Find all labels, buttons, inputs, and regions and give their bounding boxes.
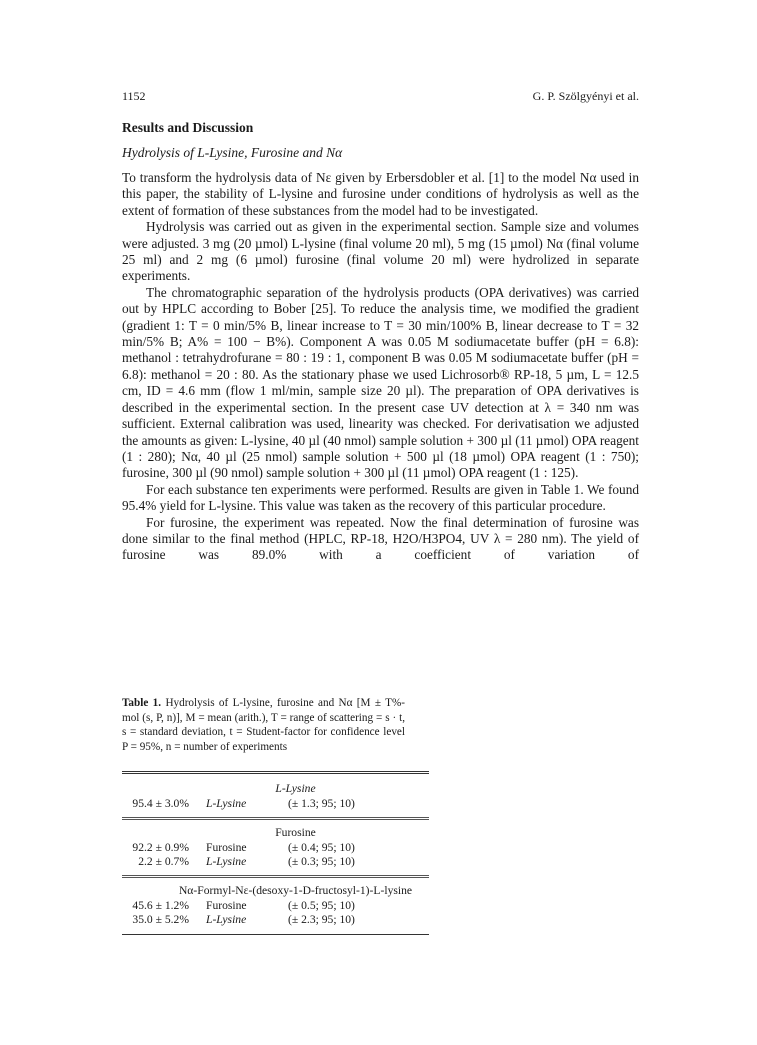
table-group-rule	[122, 817, 429, 818]
table-row	[122, 797, 429, 812]
table-cell-stats: (± 0.5; 95; 10)	[288, 898, 355, 912]
table-cell-value: 95.4 ± 3.0%	[132, 796, 189, 810]
paragraph-5: For furosine, the experiment was repeated. Now the final determination of furosine was done similar to the final method (HPLC, RP-18, H2O/H3PO4, UV λ = 280 nm). The yield of furosine was 89.0% with a coefficient of variation of	[122, 514, 639, 563]
table-row	[122, 913, 429, 928]
table-top-rule	[122, 771, 429, 772]
table-cell-substance: L-Lysine	[206, 855, 247, 868]
table-cell-substance: L-Lysine	[206, 913, 247, 926]
table-cell-value: 2.2 ± 0.7%	[138, 855, 189, 868]
table-row	[122, 855, 429, 870]
section-heading: Results and Discussion	[122, 120, 254, 135]
table-cell-value: 92.2 ± 0.9%	[132, 840, 189, 854]
table-row	[122, 841, 429, 856]
paragraph-2: Hydrolysis was carried out as given in the experimental section. Sample size and volumes were adjusted. 3 mg (20 µmol) L-lysine (final volume 20 ml), 5 mg (15 µmol) Nα (final volume 25 ml) and 2 mg (6 µmol) furosine (final volume 20 ml) were hydrolized in separate experiments.	[122, 219, 639, 284]
table-cell-stats: (± 1.3; 95; 10)	[288, 796, 355, 810]
page-number: 1152	[122, 89, 146, 103]
table-top-rule-double	[122, 773, 429, 774]
body-text	[122, 170, 639, 564]
table-cell-value: 45.6 ± 1.2%	[132, 898, 189, 912]
table-cell-substance: Furosine	[206, 840, 247, 854]
table-cell-stats: (± 0.4; 95; 10)	[288, 840, 355, 854]
table-group-lysine	[122, 782, 429, 811]
table-cell-stats: (± 0.3; 95; 10)	[288, 855, 355, 868]
table-cell-substance: Furosine	[206, 898, 247, 912]
table-group-rule-double	[122, 877, 429, 878]
table-row	[122, 899, 429, 914]
table-group-title: L-Lysine	[275, 782, 316, 795]
table-group-rule	[122, 875, 429, 876]
table-group-furosine	[122, 826, 429, 870]
table-cell-value: 35.0 ± 5.2%	[132, 913, 189, 926]
table-cell-substance: L-Lysine	[206, 796, 247, 810]
table-caption	[122, 696, 405, 754]
paragraph-1: To transform the hydrolysis data of Nε given by Erbersdobler et al. [1] to the model Nα used in this paper, the stability of L-lysine and furosine under conditions of hydrolysis as well as the extent of formation of these substances from the model had to be investigated.	[122, 170, 639, 218]
table-bottom-rule	[122, 934, 429, 935]
table-group-model	[122, 884, 429, 928]
paragraph-3: The chromatographic separation of the hydrolysis products (OPA derivatives) was carried out by HPLC according to Bober [25]. To reduce the analysis time, we modified the gradient (gradient 1: T = 0 min/5% B, linear increase to T = 30 min/100% B, linear decrease to T = 32 min/5% B; A% = 100 − B%). Component A was 0.05 M sodiumacetate buffer (pH = 6.8): methanol : tetrahydrofurane = 80 : 19 : 1, component B was 0.05 M sodiumacetate buffer (pH = 6.8): methanol = 20 : 80. As the stationary phase we used Lichrosorb® RP-18, 5 µm, L = 12.5 cm, ID = 4.6 mm (flow 1 ml/min, sample size 20 µl). The preparation of OPA derivatives is described in the experimental section. In the present case UV detection at λ = 340 nm was sufficient. External calibration was used, linearity was checked. For derivatisation we adjusted the amounts as given: L-lysine, 40 µl (40 nmol) sample solution + 300 µl (11 µmol) OPA reagent (1 : 280); Nα, 40 µl (25 nmol) sample solution + 500 µl (18 µmol) OPA reagent (1 : 750); furosine, 300 µl (90 nmol) sample solution + 300 µl (11 µmol) OPA reagent (1 : 125).	[122, 284, 639, 481]
page-header	[122, 89, 639, 107]
table-group-title: Nα-Formyl-Nε-(desoxy-1-D-fructosyl-1)-L-lysine	[178, 884, 413, 897]
running-head: G. P. Szölgyényi et al.	[532, 89, 639, 103]
subsection-heading: Hydrolysis of L-Lysine, Furosine and Nα	[122, 145, 343, 160]
paragraph-4: For each substance ten experiments were performed. Results are given in Table 1. We found 95.4% yield for L-lysine. This value was taken as the recovery of this particular procedure.	[122, 481, 639, 514]
table-group-title: Furosine	[275, 826, 316, 839]
table-caption-text: Hydrolysis of L-lysine, furosine and Nα [M ± T%-mol (s, P, n)], M = mean (arith.), T = range of scattering = s · t, s = standard deviation, t = Student-factor for confidence level P = 95%, n = number of experiments	[122, 697, 406, 753]
table-group-rule-double	[122, 819, 429, 820]
table-cell-stats: (± 2.3; 95; 10)	[288, 913, 355, 926]
table-caption-label: Table 1.	[122, 697, 162, 709]
